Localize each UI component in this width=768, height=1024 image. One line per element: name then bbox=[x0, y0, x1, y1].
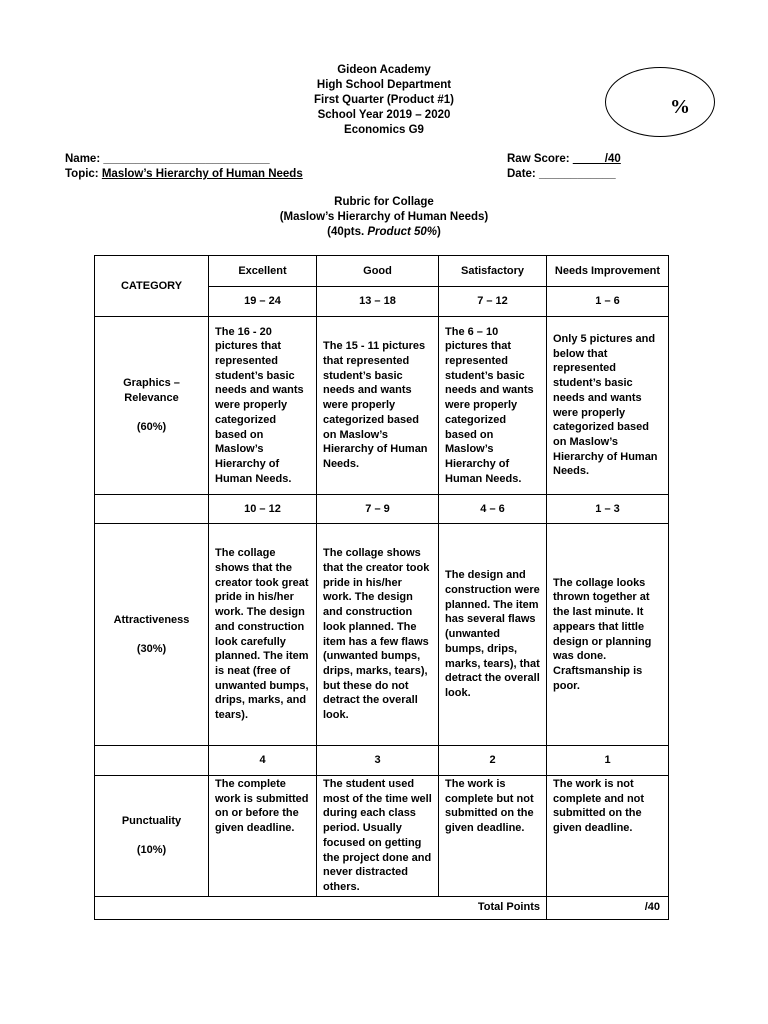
description-cell: The work is complete but not submitted on the given deadline. bbox=[439, 776, 547, 897]
school-name: Gideon Academy bbox=[337, 64, 431, 76]
description-cell: The complete work is submitted on or before the given deadline. bbox=[209, 776, 317, 897]
category-attractiveness bbox=[95, 524, 209, 746]
description-cell: The student used most of the time well during each class period. Usually focused on getting the project done and never distracted others. bbox=[317, 776, 439, 897]
rubric-title-line3: (40pts. Product 50%) bbox=[327, 226, 441, 238]
description-cell: The collage looks thrown together at the last minute. It appears that little design or planning was done. Craftsmanship is poor. bbox=[547, 524, 669, 746]
description-cell: The design and construction were planned. The item has several flaws (unwanted bumps, drips, marks, tears), that detract the overall look. bbox=[439, 524, 547, 746]
date-line bbox=[507, 167, 616, 182]
points-row bbox=[95, 495, 669, 524]
points-cell: 3 bbox=[317, 746, 439, 776]
points-cell: 19 – 24 bbox=[209, 287, 317, 317]
percent-symbol: % bbox=[670, 96, 690, 118]
criteria-row bbox=[95, 524, 669, 746]
category-header: CATEGORY bbox=[95, 256, 209, 317]
rubric-title bbox=[0, 195, 768, 240]
description-cell: The work is not complete and not submitted on the given deadline. bbox=[547, 776, 669, 897]
rubric-title-line2: (Maslow’s Hierarchy of Human Needs) bbox=[279, 211, 489, 223]
level-needs-improvement: Needs Improvement bbox=[547, 256, 669, 287]
points-cell: 1 – 3 bbox=[547, 495, 669, 524]
topic-label: Topic: bbox=[65, 168, 102, 180]
points-cell: 4 – 6 bbox=[439, 495, 547, 524]
description-cell: The collage shows that the creator took pride in his/her work. The design and construction look planned. The item has a few flaws (unwanted bumps, drips, marks, tears), but these do not detract the overall look. bbox=[317, 524, 439, 746]
description-cell: The 6 – 10 pictures that represented student’s basic needs and wants were properly categorized based on Maslow’s Hierarchy of Human Needs. bbox=[439, 317, 547, 495]
category-weight: (30%) bbox=[136, 642, 167, 655]
name-blank: __________________________ bbox=[103, 153, 270, 165]
description-cell: The collage shows that the creator took great pride in his/her work. The design and construction look carefully planned. The item is neat (free of unwanted bumps, drips, marks, and tears). bbox=[209, 524, 317, 746]
name-line bbox=[65, 152, 270, 167]
points-cell: 1 – 6 bbox=[547, 287, 669, 317]
level-excellent: Excellent bbox=[209, 256, 317, 287]
category-name: Punctuality bbox=[121, 815, 182, 828]
points-cell: 10 – 12 bbox=[209, 495, 317, 524]
points-cell: 4 bbox=[209, 746, 317, 776]
raw-score-value: _____/40 bbox=[572, 153, 621, 165]
total-points-value: /40 bbox=[547, 896, 669, 919]
school-year: School Year 2019 – 2020 bbox=[317, 109, 451, 121]
points-cell: 2 bbox=[439, 746, 547, 776]
points-cell: 7 – 12 bbox=[439, 287, 547, 317]
raw-score-label: Raw Score: bbox=[507, 153, 573, 165]
points-row bbox=[95, 746, 669, 776]
category-weight: (60%) bbox=[136, 420, 167, 433]
subject: Economics G9 bbox=[344, 124, 424, 136]
empty-cell bbox=[95, 746, 209, 776]
category-graphics-relevance bbox=[95, 317, 209, 495]
raw-score-line bbox=[507, 152, 621, 167]
criteria-row bbox=[95, 776, 669, 897]
category-weight: (10%) bbox=[136, 843, 167, 856]
criteria-row bbox=[95, 317, 669, 495]
description-cell: Only 5 pictures and below that represented student’s basic needs and wants were properly categorized based on Maslow’s Hierarchy of Human Needs. bbox=[547, 317, 669, 495]
rubric-title-product: Product 50% bbox=[367, 226, 438, 238]
name-label: Name: bbox=[65, 153, 104, 165]
topic-line bbox=[65, 167, 303, 182]
date-blank: ____________ bbox=[538, 168, 616, 180]
category-name: Graphics – Relevance bbox=[123, 377, 180, 405]
empty-cell bbox=[95, 495, 209, 524]
level-good: Good bbox=[317, 256, 439, 287]
rubric-table bbox=[94, 255, 669, 920]
description-cell: The 16 - 20 pictures that represented student’s basic needs and wants were properly categorized based on Maslow’s Hierarchy of Human Needs. bbox=[209, 317, 317, 495]
category-name: Attractiveness bbox=[113, 613, 190, 626]
level-header-row bbox=[95, 256, 669, 287]
points-cell: 7 – 9 bbox=[317, 495, 439, 524]
total-row bbox=[95, 896, 669, 919]
quarter: First Quarter (Product #1) bbox=[314, 94, 454, 106]
points-cell: 13 – 18 bbox=[317, 287, 439, 317]
total-points-label: Total Points bbox=[95, 896, 547, 919]
topic-value: Maslow’s Hierarchy of Human Needs bbox=[101, 168, 303, 180]
score-percent-oval bbox=[605, 67, 715, 137]
description-cell: The 15 - 11 pictures that represented student’s basic needs and wants were properly categorized based on Maslow’s Hierarchy of Human Needs. bbox=[317, 317, 439, 495]
date-label: Date: bbox=[507, 168, 539, 180]
rubric-title-line1: Rubric for Collage bbox=[334, 196, 434, 208]
category-punctuality bbox=[95, 776, 209, 897]
department: High School Department bbox=[316, 79, 452, 91]
level-satisfactory: Satisfactory bbox=[439, 256, 547, 287]
points-cell: 1 bbox=[547, 746, 669, 776]
